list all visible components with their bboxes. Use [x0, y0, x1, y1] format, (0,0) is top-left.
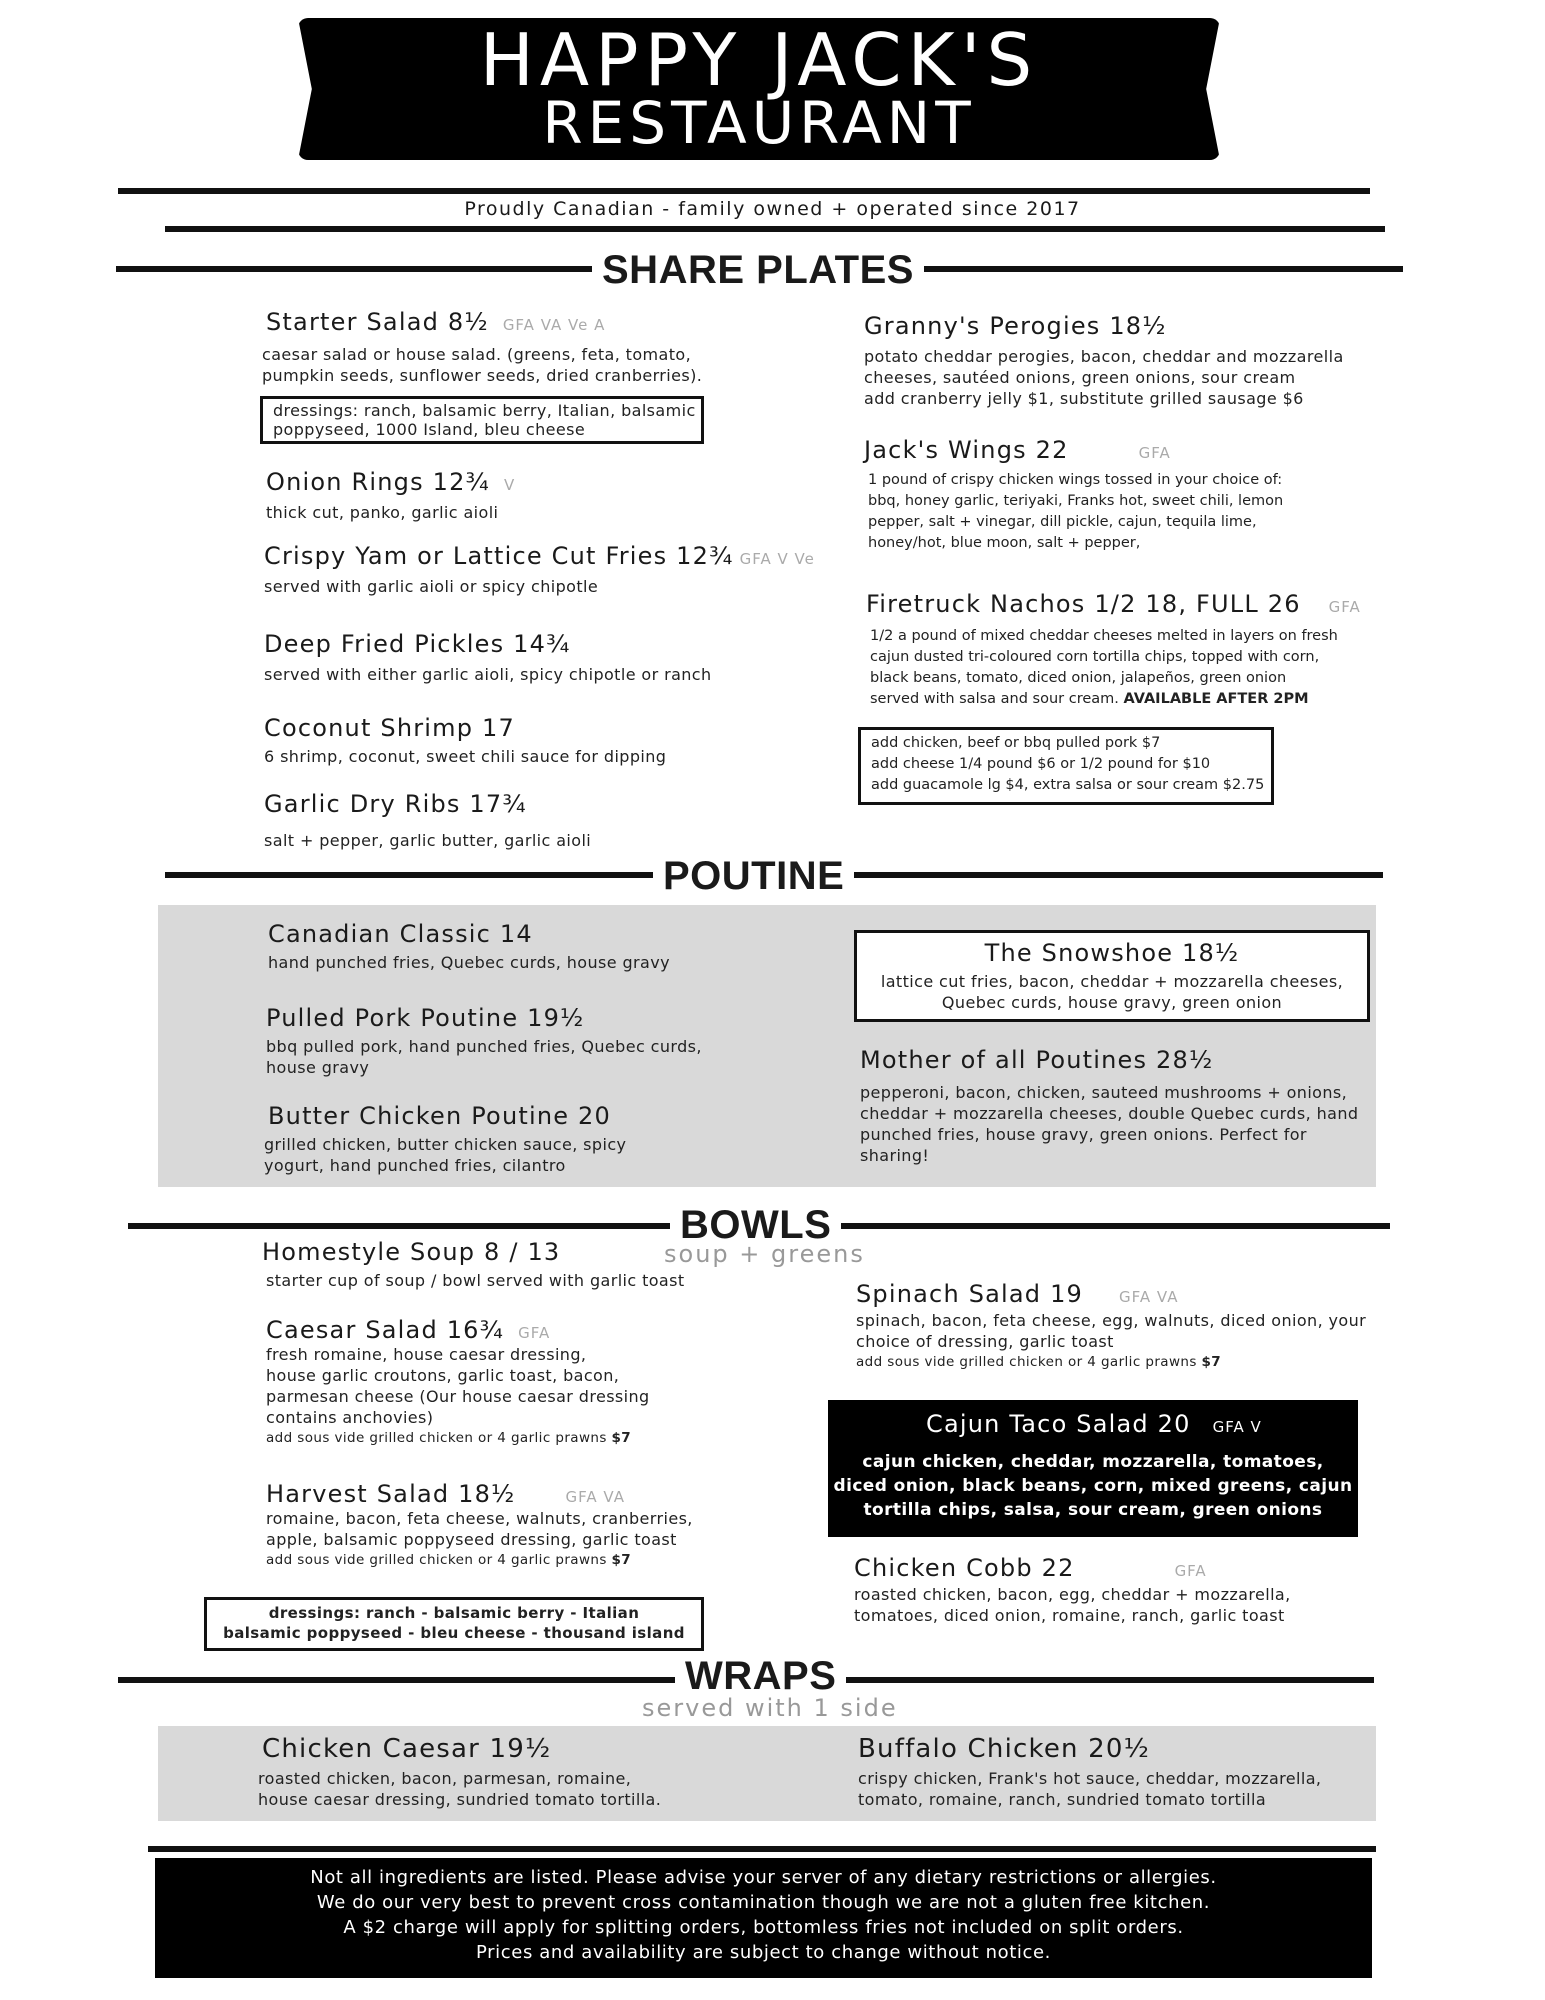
item-fries: Crispy Yam or Lattice Cut Fries 12¾ GFA V Ve [264, 542, 815, 570]
dressings-box: dressings: ranch, balsamic berry, Italian, balsamic poppyseed, 1000 Island, bleu cheese [260, 396, 704, 444]
cajun-taco-salad-box: Cajun Taco Salad 20 GFA V cajun chicken, cheddar, mozzarella, tomatoes, diced onion, black beans, corn, mixed greens, cajun tortilla chips, salsa, sour cream, green onions [828, 1400, 1358, 1537]
item-desc: spinach, bacon, feta cheese, egg, walnuts, diced onion, your choice of dressing, garlic toast add sous vide grilled chicken or 4 garlic prawns $7 [856, 1311, 1367, 1370]
item-perogies: Granny's Perogies 18½ [864, 312, 1167, 340]
item-homestyle-soup: Homestyle Soup 8 / 13 [262, 1238, 561, 1266]
item-desc: roasted chicken, bacon, parmesan, romaine, house caesar dressing, sundried tomato tortilla. [258, 1769, 662, 1809]
item-garlic-ribs: Garlic Dry Ribs 17¾ [264, 790, 527, 818]
nachos-addons-box: add chicken, beef or bbq pulled pork $7 add cheese 1/4 pound $6 or 1/2 pound for $10 add guacamole lg $4, extra salsa or sour cream $2.75 [858, 727, 1274, 805]
bowls-heading: BOWLS [670, 1203, 841, 1247]
item-desc: potato cheddar perogies, bacon, cheddar and mozzarella cheeses, sautéed onions, green onions, sour cream add cranberry jelly $1, substitute grilled sausage $6 [864, 347, 1344, 408]
item-spinach-salad: Spinach Salad 19 GFA VA [856, 1280, 1179, 1308]
item-desc: 6 shrimp, coconut, sweet chili sauce for dipping [264, 747, 667, 766]
item-pulled-pork-poutine: Pulled Pork Poutine 19½ [266, 1004, 585, 1032]
snowshoe-box: The Snowshoe 18½ lattice cut fries, bacon, cheddar + mozzarella cheeses, Quebec curds, house gravy, green onion [854, 930, 1370, 1022]
wraps-subtitle: served with 1 side [642, 1694, 898, 1722]
item-desc: grilled chicken, butter chicken sauce, spicy yogurt, hand punched fries, cilantro [264, 1135, 627, 1175]
item-desc: roasted chicken, bacon, egg, cheddar + mozzarella, tomatoes, diced onion, romaine, ranch, garlic toast [854, 1585, 1291, 1625]
item-desc: pepperoni, bacon, chicken, sauteed mushrooms + onions, cheddar + mozzarella cheeses, double Quebec curds, hand punched fries, house gravy, green onions. Perfect for sharing! [860, 1083, 1359, 1165]
item-mother-of-all-poutines: Mother of all Poutines 28½ [860, 1046, 1214, 1074]
footer-notice: Not all ingredients are listed. Please advise your server of any dietary restrictions or allergies. We do our very best to prevent cross contamination though we are not a gluten free kitchen. A $2 charge will apply for splitting orders, bottomless fries not included on split orders. Prices and availability are subject to change without notice. [155, 1858, 1372, 1978]
item-nachos: Firetruck Nachos 1/2 18, FULL 26 GFA [866, 590, 1361, 618]
poutine-heading: POUTINE [653, 854, 854, 898]
item-desc: fresh romaine, house caesar dressing, house garlic croutons, garlic toast, bacon, parmesan cheese (Our house caesar dressing contains anchovies) add sous vide grilled chicken or 4 garlic prawns $7 [266, 1345, 650, 1446]
item-onion-rings: Onion Rings 12¾ V [266, 468, 516, 496]
bowls-subtitle: soup + greens [664, 1240, 865, 1268]
item-desc: starter cup of soup / bowl served with garlic toast [266, 1271, 685, 1290]
item-buffalo-chicken-wrap: Buffalo Chicken 20½ [858, 1734, 1151, 1764]
item-desc: 1/2 a pound of mixed cheddar cheeses melted in layers on fresh cajun dusted tri-coloured corn tortilla chips, topped with corn, black beans, tomato, diced onion, jalapeños, green onion served with salsa and sour cream. AVAILABLE AFTER 2PM [870, 628, 1338, 707]
item-desc: caesar salad or house salad. (greens, feta, tomato, pumpkin seeds, sunflower seeds, dried cranberries). [262, 345, 703, 385]
item-chicken-cobb: Chicken Cobb 22 GFA [854, 1554, 1207, 1582]
item-desc: salt + pepper, garlic butter, garlic aioli [264, 831, 592, 850]
item-desc: hand punched fries, Quebec curds, house gravy [268, 953, 670, 972]
item-desc: romaine, bacon, feta cheese, walnuts, cranberries, apple, balsamic poppyseed dressing, garlic toast add sous vide grilled chicken or 4 garlic prawns $7 [266, 1509, 693, 1568]
item-desc: bbq pulled pork, hand punched fries, Quebec curds, house gravy [266, 1037, 702, 1077]
item-desc: served with either garlic aioli, spicy chipotle or ranch [264, 665, 712, 684]
divider [165, 226, 1385, 232]
item-desc: served with garlic aioli or spicy chipotle [264, 577, 599, 596]
restaurant-subtitle: RESTAURANT [542, 89, 976, 157]
item-starter-salad: Starter Salad 8½ GFA VA Ve A [266, 308, 606, 336]
share-plates-heading: SHARE PLATES [592, 248, 924, 292]
diet-tags: GFA VA Ve A [502, 316, 606, 334]
item-pickles: Deep Fried Pickles 14¾ [264, 630, 571, 658]
item-cajun-taco-salad: Cajun Taco Salad 20 GFA V [926, 1410, 1262, 1438]
bowls-dressings-box: dressings: ranch - balsamic berry - Italian balsamic poppyseed - bleu cheese - thousand island [204, 1597, 704, 1651]
item-desc: 1 pound of crispy chicken wings tossed in your choice of: bbq, honey garlic, teriyaki, Franks hot, sweet chili, lemon pepper, salt + vinegar, dill pickle, cajun, tequila lime, honey/hot, blue moon, salt + pepper, [868, 472, 1284, 551]
item-wings: Jack's Wings 22 GFA [864, 436, 1171, 464]
item-coconut-shrimp: Coconut Shrimp 17 [264, 714, 515, 742]
item-canadian-classic: Canadian Classic 14 [268, 920, 533, 948]
item-desc: crispy chicken, Frank's hot sauce, cheddar, mozzarella, tomato, romaine, ranch, sundried tomato tortilla [858, 1769, 1322, 1809]
item-snowshoe: The Snowshoe 18½ [984, 939, 1240, 967]
wraps-heading: WRAPS [675, 1654, 846, 1698]
item-desc: thick cut, panko, garlic aioli [266, 503, 499, 522]
divider [118, 188, 1370, 194]
tagline: Proudly Canadian - family owned + operated since 2017 [464, 198, 1081, 220]
item-chicken-caesar-wrap: Chicken Caesar 19½ [262, 1734, 552, 1764]
divider [148, 1846, 1376, 1852]
item-caesar-salad: Caesar Salad 16¾ GFA [266, 1316, 551, 1344]
item-harvest-salad: Harvest Salad 18½ GFA VA [266, 1480, 625, 1508]
restaurant-name: HAPPY JACK'S [479, 18, 1039, 102]
item-butter-chicken-poutine: Butter Chicken Poutine 20 [268, 1102, 611, 1130]
